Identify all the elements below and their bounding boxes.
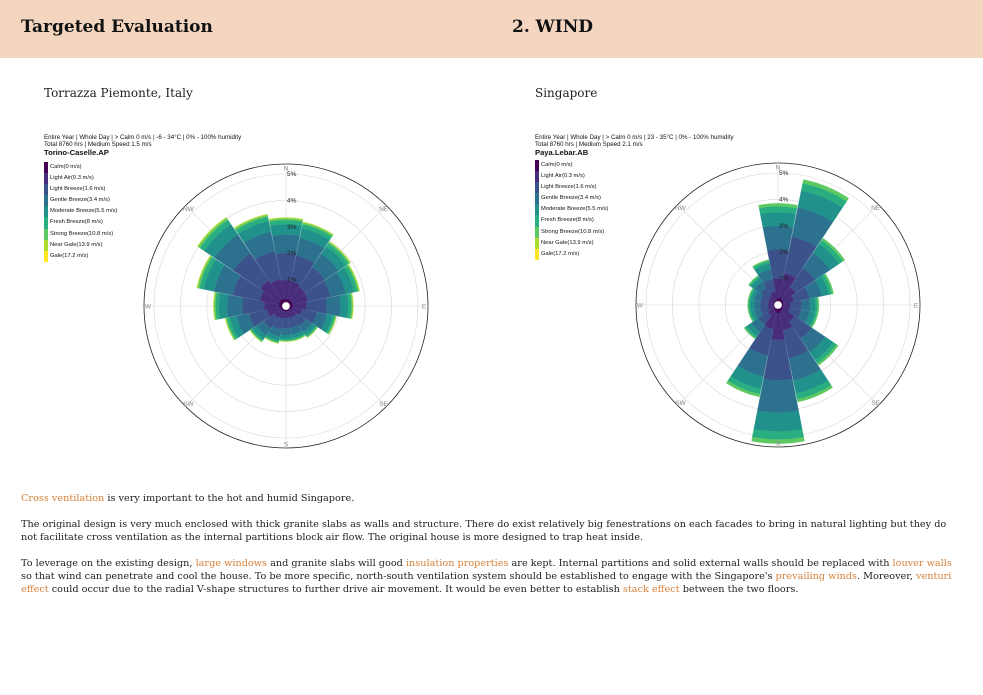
compass-label-n: N [283,165,289,173]
compass-label-s: S [283,441,289,449]
legend-label: Light Air(0.3 m/s) [50,175,94,182]
meta-line-1: Entire Year | Whole Day | > Calm 0 m/s | -6 - 34°C | 0% - 100% humidity [44,134,242,141]
legend-swatch [535,160,539,171]
wedge-w-3 [754,300,761,309]
meta-line-2: Total 8760 hrs | Medium Speed 2.1 m/s [535,141,643,149]
wedge-s-4 [280,335,293,339]
paragraph-cross-ventilation [21,492,956,505]
windrose-chart-italy [140,160,432,452]
text-run: is very important to the hot and humid Singapore. [104,493,355,504]
highlight-term: Cross ventilation [21,493,105,504]
legend-swatch [44,195,48,206]
wedge-s-4 [754,411,802,432]
compass-label-e: E [913,302,919,310]
legend-swatch [44,173,48,184]
radial-tick-label: 4% [287,197,297,205]
radial-tick-label: 5% [779,170,789,177]
radial-tick-label: 3% [779,222,789,230]
legend-swatch [44,217,48,228]
compass-label-nw: NW [674,204,686,212]
legend-label: Moderate Breeze(5.5 m/s) [541,206,609,213]
center-dot [775,302,782,309]
legend-swatch [535,193,539,204]
legend-label: Near Gale(13.9 m/s) [50,241,103,248]
wedge-n-4 [760,212,796,227]
station-name-singapore: Paya.Lebar.AB [535,148,589,157]
text-run: The original design is very much enclosed with thick granite slabs as walls and structure. There do exist relatively big fenestrations on each facades to bring in natural lighting but they do not facilitate cross ventilation as the internal partitions block air flow. The original house is more designed to trap heat inside. [21,519,947,543]
wedge-w-3 [227,295,243,318]
station-name-italy: Torino-Caselle.AP [44,148,109,157]
highlight-term: stack effect [622,584,680,595]
legend-swatch [535,171,539,182]
radial-tick-label: 3% [287,223,297,231]
compass-label-ne: NE [871,204,881,212]
wedge-s-3 [757,379,798,413]
center-dot [283,303,290,310]
location-label-italy: Torrazza Piemonte, Italy [44,86,193,100]
radial-tick-label: 5% [287,171,297,178]
legend-label: Gale(17.2 m/s) [50,252,89,259]
meta-line-2: Total 8760 hrs | Medium Speed 1.5 m/s [44,141,152,149]
text-run: To leverage on the existing design, [21,558,196,569]
legend-swatch [44,229,48,240]
legend-label: Strong Breeze(10.8 m/s) [541,228,605,235]
radial-tick-label: 1% [779,275,789,283]
chart-meta-singapore [535,134,734,149]
section-title: Targeted Evaluation [21,17,213,37]
legend-label: Light Breeze(1.6 m/s) [541,184,597,191]
text-run: are kept. Internal partitions and solid external walls should be replaced with [508,558,893,569]
wedge-e-3 [326,296,341,317]
text-run: could occur due to the radial V-shape structures to further drive air movement. It would be even better to establish [48,584,623,595]
highlight-term: venturi effect [21,571,952,595]
legend-swatch [44,162,48,173]
compass-label-s: S [775,440,781,448]
wedge-n-3 [763,226,793,250]
wedge-w-4 [750,300,754,311]
legend-label: Light Breeze(1.6 m/s) [50,186,106,193]
highlight-term: large windows [195,558,268,569]
compass-label-sw: SW [675,400,686,408]
wedge-s-3 [280,328,291,335]
legend-label: Calm(0 m/s) [541,162,573,168]
wedge-n-4 [270,224,301,235]
legend-label: Strong Breeze(10.8 m/s) [50,230,114,237]
chart-meta-italy [44,134,241,149]
meta-line-1: Entire Year | Whole Day | > Calm 0 m/s | 23 - 35°C | 0% - 100% humidity [535,134,734,141]
legend-swatch [535,227,539,238]
compass-label-se: SE [379,401,388,409]
legend-label: Fresh Breeze(8 m/s) [50,219,103,226]
legend-label: Moderate Breeze(5.5 m/s) [50,208,118,215]
compass-label-ne: NE [379,205,389,213]
text-run: between the two floors. [679,584,799,595]
legend-swatch [535,238,539,249]
text-run: and granite slabs will good [267,558,406,569]
location-label-singapore: Singapore [535,86,598,100]
wedge-e-3 [801,299,810,311]
compass-label-w: W [144,303,152,311]
topic-title: 2. WIND [512,17,593,37]
legend-label: Calm(0 m/s) [50,164,82,170]
highlight-term: insulation properties [405,558,509,569]
radial-tick-label: 2% [779,249,789,257]
radial-tick-label: 1% [287,276,297,284]
paragraph-recommendations [21,557,956,596]
radial-tick-label: 4% [779,196,789,204]
page-header [0,0,983,58]
legend-label: Gentle Breeze(3.4 m/s) [50,197,110,204]
legend-swatch [44,184,48,195]
compass-label-se: SE [871,400,880,408]
text-run: so that wind can penetrate and cool the house. To be more specific, north-south ventilation system should be established to engage with the Singapore's [21,571,776,582]
compass-label-nw: NW [182,205,194,213]
legend-label: Gentle Breeze(3.4 m/s) [541,195,601,202]
legend-swatch [535,215,539,226]
legend-label: Gale(17.2 m/s) [541,250,580,257]
legend-swatch [535,204,539,215]
wedge-e-4 [340,294,349,318]
legend-swatch [44,206,48,217]
legend-swatch [535,182,539,193]
wedge-w-4 [219,293,228,319]
compass-label-w: W [636,302,644,310]
legend-label: Near Gale(13.9 m/s) [541,239,594,246]
compass-label-sw: SW [183,401,194,409]
highlight-term: louver walls [892,558,952,569]
legend-swatch [44,240,48,251]
paragraph-original-design [21,518,956,544]
legend-swatch [535,249,539,260]
compass-label-n: N [775,164,781,172]
wedge-e-4 [810,298,816,312]
text-run: . Moreover, [856,571,917,582]
compass-label-e: E [421,303,427,311]
legend-label: Light Air(0.3 m/s) [541,173,585,180]
radial-tick-label: 2% [287,250,297,258]
highlight-term: prevailing winds [775,571,857,582]
windrose-chart-singapore [632,159,924,451]
legend-swatch [44,251,48,262]
legend-label: Fresh Breeze(8 m/s) [541,217,594,224]
